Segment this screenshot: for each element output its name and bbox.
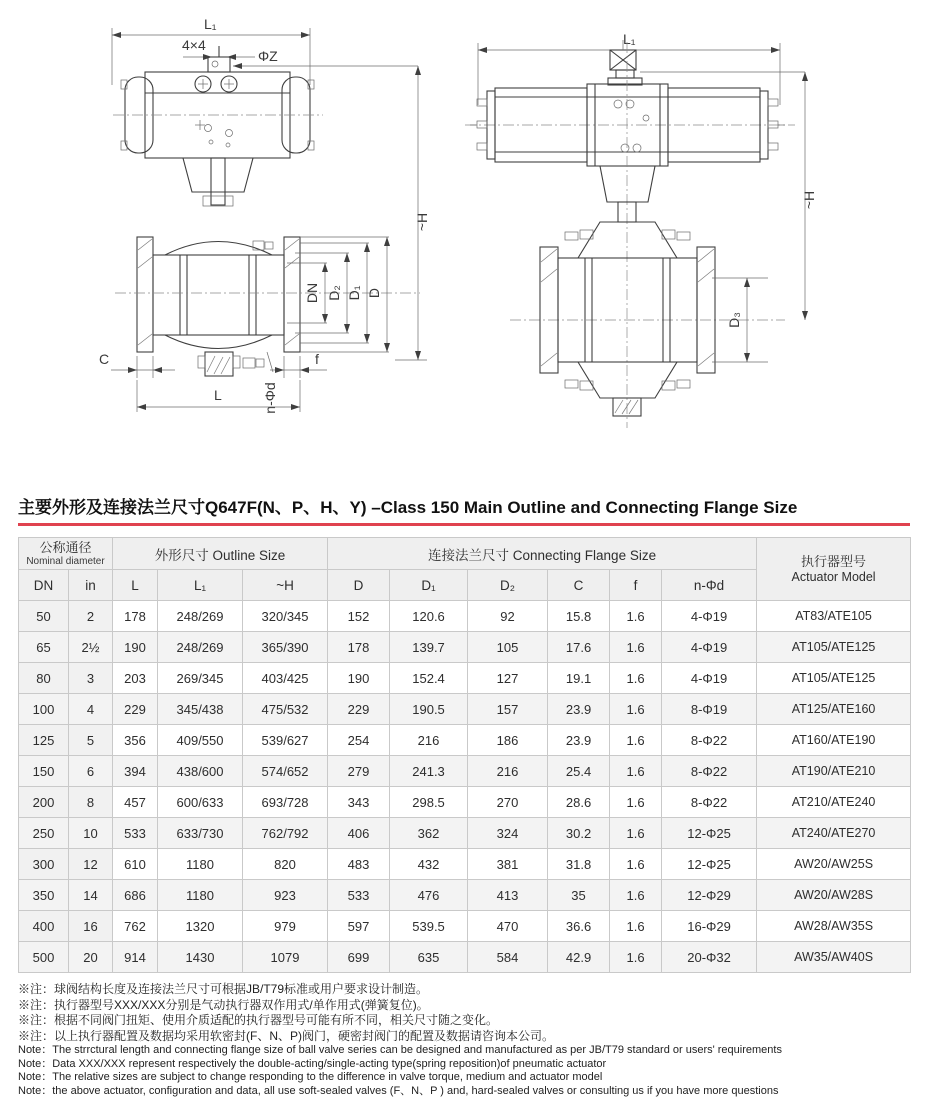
- cell-in: 6: [69, 756, 113, 787]
- cell-dn: 80: [19, 663, 69, 694]
- cell-dn: 150: [19, 756, 69, 787]
- cell-d2: 324: [468, 818, 548, 849]
- notes-block: [18, 982, 928, 1098]
- cell-dn: 200: [19, 787, 69, 818]
- cell-l1: 438/600: [158, 756, 243, 787]
- cell-actuator-model: AW20/AW28S: [757, 880, 911, 911]
- cell-l: 203: [113, 663, 158, 694]
- cell-f: 1.6: [610, 632, 662, 663]
- dim-label-dn: DN: [304, 283, 320, 303]
- cell-h: 923: [243, 880, 328, 911]
- cell-l1: 345/438: [158, 694, 243, 725]
- cell-nphid: 12-Φ29: [662, 880, 757, 911]
- note-line: Note：The relative sizes are subject to change responding to the difference in valve torque, medium and actuator model: [18, 1071, 928, 1085]
- cell-actuator-model: AW28/AW35S: [757, 911, 911, 942]
- cell-f: 1.6: [610, 725, 662, 756]
- dim-label-f: f: [315, 351, 319, 367]
- cell-d: 483: [328, 849, 390, 880]
- cell-d1: 190.5: [390, 694, 468, 725]
- cell-f: 1.6: [610, 942, 662, 973]
- cell-h: 320/345: [243, 601, 328, 632]
- cell-dn: 350: [19, 880, 69, 911]
- cell-c: 15.8: [548, 601, 610, 632]
- table-body: [19, 601, 911, 973]
- cell-l1: 248/269: [158, 632, 243, 663]
- cell-h: 820: [243, 849, 328, 880]
- cell-nphid: 8-Φ22: [662, 756, 757, 787]
- cell-in: 16: [69, 911, 113, 942]
- table-row: [19, 756, 911, 787]
- cell-f: 1.6: [610, 663, 662, 694]
- cell-nphid: 12-Φ25: [662, 818, 757, 849]
- cell-d1: 635: [390, 942, 468, 973]
- cell-dn: 50: [19, 601, 69, 632]
- cell-l: 190: [113, 632, 158, 663]
- cell-dn: 400: [19, 911, 69, 942]
- cell-in: 2½: [69, 632, 113, 663]
- cell-nphid: 20-Φ32: [662, 942, 757, 973]
- cell-c: 31.8: [548, 849, 610, 880]
- cell-dn: 100: [19, 694, 69, 725]
- col-c: C: [548, 570, 610, 601]
- cell-c: 36.6: [548, 911, 610, 942]
- dim-label-l1: L₁: [623, 31, 636, 47]
- note-line: Note：The strrctural length and connecting flange size of ball valve series can be designed and manufactured as per JB/T79 standard or users' requirements: [18, 1044, 928, 1058]
- cell-actuator-model: AT105/ATE125: [757, 663, 911, 694]
- header-nominal-en: Nominal diameter: [21, 556, 110, 567]
- cell-d2: 92: [468, 601, 548, 632]
- cell-f: 1.6: [610, 880, 662, 911]
- table-row: [19, 725, 911, 756]
- col-d2: D₂: [468, 570, 548, 601]
- dim-label-d: D: [366, 288, 382, 298]
- table-row: [19, 601, 911, 632]
- col-f: f: [610, 570, 662, 601]
- cell-c: 23.9: [548, 725, 610, 756]
- cell-d: 343: [328, 787, 390, 818]
- table-row: [19, 942, 911, 973]
- dim-label-c: C: [99, 351, 109, 367]
- cell-dn: 500: [19, 942, 69, 973]
- cell-nphid: 4-Φ19: [662, 663, 757, 694]
- dim-label-4x4: 4×4: [182, 37, 206, 53]
- header-flange-size: 连接法兰尺寸 Connecting Flange Size: [328, 538, 757, 570]
- dim-label-phiz: ΦZ: [258, 48, 278, 64]
- cell-h: 574/652: [243, 756, 328, 787]
- dim-label-l1: L₁: [204, 16, 217, 32]
- cell-actuator-model: AT125/ATE160: [757, 694, 911, 725]
- header-actuator-en: Actuator Model: [759, 570, 908, 585]
- dimensions-table: [18, 537, 911, 973]
- cell-d1: 120.6: [390, 601, 468, 632]
- cell-l1: 269/345: [158, 663, 243, 694]
- table-row: [19, 632, 911, 663]
- table-row: [19, 849, 911, 880]
- cell-actuator-model: AT105/ATE125: [757, 632, 911, 663]
- cell-d1: 241.3: [390, 756, 468, 787]
- cell-in: 5: [69, 725, 113, 756]
- cell-d: 229: [328, 694, 390, 725]
- cell-c: 30.2: [548, 818, 610, 849]
- cell-c: 28.6: [548, 787, 610, 818]
- cell-h: 365/390: [243, 632, 328, 663]
- cell-f: 1.6: [610, 818, 662, 849]
- table-row: [19, 694, 911, 725]
- cell-d2: 105: [468, 632, 548, 663]
- col-in: in: [69, 570, 113, 601]
- cell-l1: 248/269: [158, 601, 243, 632]
- table-row: [19, 787, 911, 818]
- cell-d1: 139.7: [390, 632, 468, 663]
- header-nominal-diameter: [19, 538, 113, 570]
- cell-actuator-model: AW35/AW40S: [757, 942, 911, 973]
- cell-dn: 125: [19, 725, 69, 756]
- cell-d1: 298.5: [390, 787, 468, 818]
- note-line: ※注：以上执行器配置及数据均采用软密封(F、N、P)阀门，硬密封阀门的配置及数据请咨询本公司。: [18, 1029, 928, 1045]
- cell-d: 597: [328, 911, 390, 942]
- cell-l1: 600/633: [158, 787, 243, 818]
- table-row: [19, 911, 911, 942]
- cell-l: 610: [113, 849, 158, 880]
- cell-l: 914: [113, 942, 158, 973]
- cell-d2: 186: [468, 725, 548, 756]
- cell-actuator-model: AT83/ATE105: [757, 601, 911, 632]
- note-line: ※注：执行器型号XXX/XXX分别是气动执行器双作用式/单作用式(弹簧复位)。: [18, 998, 928, 1014]
- header-nominal-cn: 公称通径: [21, 540, 110, 556]
- table-row: [19, 880, 911, 911]
- cell-actuator-model: AW20/AW25S: [757, 849, 911, 880]
- cell-d2: 381: [468, 849, 548, 880]
- cell-l1: 1180: [158, 880, 243, 911]
- cell-d1: 152.4: [390, 663, 468, 694]
- col-dn: DN: [19, 570, 69, 601]
- header-outline-size: 外形尺寸 Outline Size: [113, 538, 328, 570]
- cell-h: 539/627: [243, 725, 328, 756]
- cell-nphid: 12-Φ25: [662, 849, 757, 880]
- cell-dn: 65: [19, 632, 69, 663]
- col-nphid: n-Φd: [662, 570, 757, 601]
- note-line: ※注：根据不同阀门扭矩、使用介质适配的执行器型号可能有所不同，相关尺寸随之变化。: [18, 1013, 928, 1029]
- valve-front-view-diagram: [15, 0, 445, 460]
- cell-d2: 216: [468, 756, 548, 787]
- table-row: [19, 663, 911, 694]
- cell-d1: 539.5: [390, 911, 468, 942]
- col-d1: D₁: [390, 570, 468, 601]
- header-actuator-model: [757, 538, 911, 601]
- cell-d: 254: [328, 725, 390, 756]
- cell-d: 152: [328, 601, 390, 632]
- cell-c: 19.1: [548, 663, 610, 694]
- note-line: Note：Data XXX/XXX represent respectively the double-acting/single-acting type(spring reposition)of pneumatic actuator: [18, 1058, 928, 1072]
- cell-d: 699: [328, 942, 390, 973]
- cell-d2: 470: [468, 911, 548, 942]
- dim-label-h: ~H: [801, 191, 817, 209]
- diagram-area: [0, 0, 928, 497]
- col-h: ~H: [243, 570, 328, 601]
- cell-l1: 1320: [158, 911, 243, 942]
- col-d: D: [328, 570, 390, 601]
- cell-actuator-model: AT210/ATE240: [757, 787, 911, 818]
- cell-f: 1.6: [610, 694, 662, 725]
- col-l: L: [113, 570, 158, 601]
- cell-in: 4: [69, 694, 113, 725]
- dim-label-d3: D₃: [726, 312, 742, 328]
- cell-d2: 413: [468, 880, 548, 911]
- cell-d2: 127: [468, 663, 548, 694]
- cell-in: 8: [69, 787, 113, 818]
- cell-h: 403/425: [243, 663, 328, 694]
- cell-in: 3: [69, 663, 113, 694]
- cell-l: 457: [113, 787, 158, 818]
- cell-h: 693/728: [243, 787, 328, 818]
- cell-nphid: 4-Φ19: [662, 632, 757, 663]
- cell-h: 979: [243, 911, 328, 942]
- cell-f: 1.6: [610, 911, 662, 942]
- cell-in: 14: [69, 880, 113, 911]
- cell-d1: 216: [390, 725, 468, 756]
- cell-h: 762/792: [243, 818, 328, 849]
- cell-l1: 1430: [158, 942, 243, 973]
- cell-f: 1.6: [610, 756, 662, 787]
- table-head: [19, 538, 911, 601]
- cell-d1: 432: [390, 849, 468, 880]
- cell-f: 1.6: [610, 601, 662, 632]
- cell-d: 406: [328, 818, 390, 849]
- cell-l: 229: [113, 694, 158, 725]
- cell-f: 1.6: [610, 849, 662, 880]
- cell-h: 1079: [243, 942, 328, 973]
- dim-label-h: ~H: [414, 213, 430, 231]
- cell-d2: 584: [468, 942, 548, 973]
- table-row: [19, 818, 911, 849]
- cell-d: 190: [328, 663, 390, 694]
- cell-l: 356: [113, 725, 158, 756]
- cell-nphid: 8-Φ22: [662, 725, 757, 756]
- dim-label-d2: D₂: [326, 285, 342, 301]
- cell-l: 762: [113, 911, 158, 942]
- cell-actuator-model: AT190/ATE210: [757, 756, 911, 787]
- cell-l1: 409/550: [158, 725, 243, 756]
- cell-in: 20: [69, 942, 113, 973]
- cell-in: 12: [69, 849, 113, 880]
- cell-l: 533: [113, 818, 158, 849]
- cell-c: 42.9: [548, 942, 610, 973]
- note-line: ※注：球阀结构长度及连接法兰尺寸可根据JB/T79标准或用户要求设计制造。: [18, 982, 928, 998]
- col-l1: L₁: [158, 570, 243, 601]
- valve-side-view-diagram: [450, 0, 928, 460]
- section-title: 主要外形及连接法兰尺寸Q647F(N、P、H、Y) –Class 150 Main Outline and Connecting Flange Size: [18, 497, 910, 526]
- cell-d: 279: [328, 756, 390, 787]
- cell-in: 10: [69, 818, 113, 849]
- cell-l: 394: [113, 756, 158, 787]
- cell-d2: 157: [468, 694, 548, 725]
- dim-label-l: L: [214, 387, 222, 403]
- header-actuator-cn: 执行器型号: [759, 554, 908, 570]
- cell-f: 1.6: [610, 787, 662, 818]
- cell-d1: 362: [390, 818, 468, 849]
- cell-d: 533: [328, 880, 390, 911]
- cell-c: 17.6: [548, 632, 610, 663]
- cell-actuator-model: AT160/ATE190: [757, 725, 911, 756]
- dim-label-d1: D₁: [346, 285, 362, 300]
- cell-actuator-model: AT240/ATE270: [757, 818, 911, 849]
- cell-l: 178: [113, 601, 158, 632]
- cell-in: 2: [69, 601, 113, 632]
- cell-h: 475/532: [243, 694, 328, 725]
- cell-dn: 300: [19, 849, 69, 880]
- cell-nphid: 8-Φ19: [662, 694, 757, 725]
- note-line: Note：the above actuator, configuration and data, all use soft-sealed valves (F、N、P ) and, hard-sealed valves or consulting us if you have more questions: [18, 1085, 928, 1098]
- cell-d: 178: [328, 632, 390, 663]
- cell-l1: 633/730: [158, 818, 243, 849]
- cell-l1: 1180: [158, 849, 243, 880]
- cell-nphid: 8-Φ22: [662, 787, 757, 818]
- dim-label-nphid: n-Φd: [262, 382, 278, 413]
- cell-l: 686: [113, 880, 158, 911]
- cell-nphid: 16-Φ29: [662, 911, 757, 942]
- cell-nphid: 4-Φ19: [662, 601, 757, 632]
- cell-c: 23.9: [548, 694, 610, 725]
- cell-c: 35: [548, 880, 610, 911]
- cell-d2: 270: [468, 787, 548, 818]
- cell-c: 25.4: [548, 756, 610, 787]
- cell-dn: 250: [19, 818, 69, 849]
- cell-d1: 476: [390, 880, 468, 911]
